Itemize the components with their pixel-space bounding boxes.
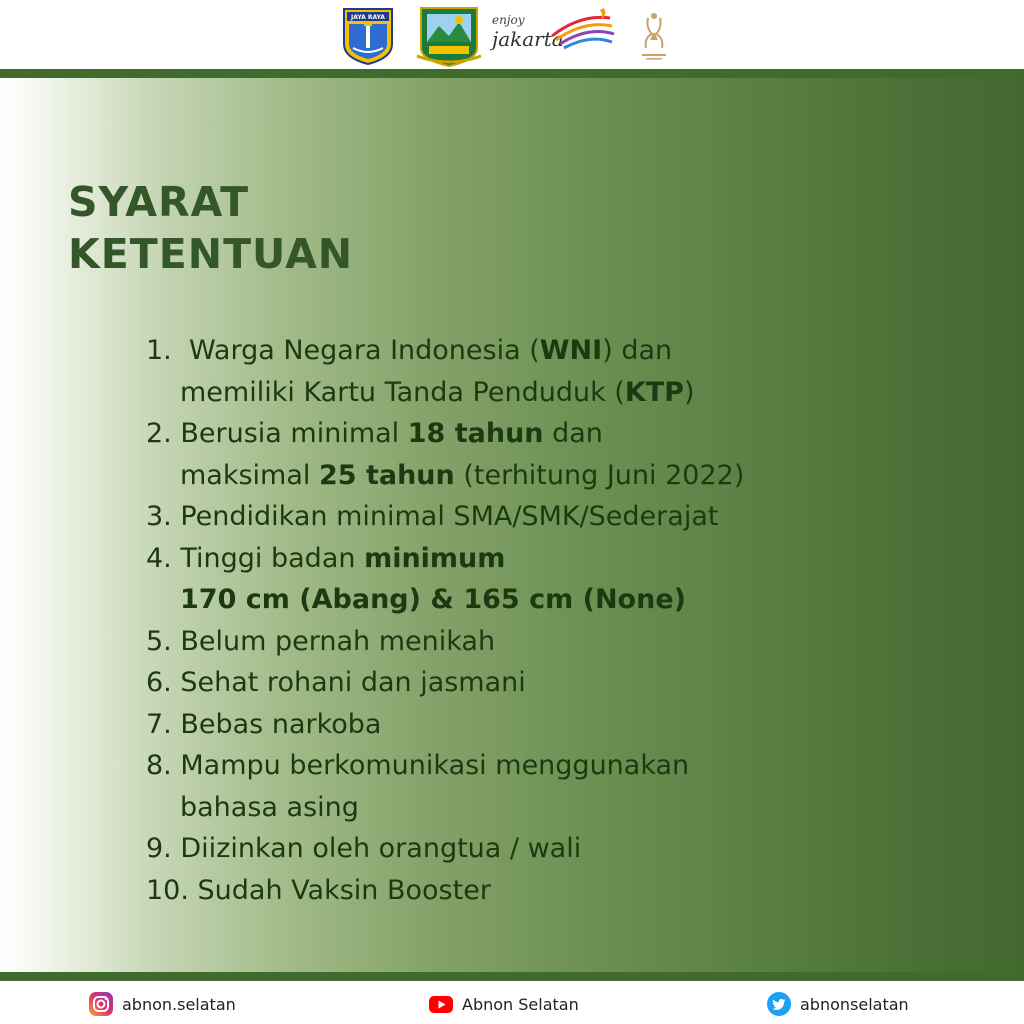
item-number: 4. (146, 542, 172, 574)
bold-text: KTP (624, 376, 684, 408)
page-title (68, 176, 353, 280)
list-item-10: 10. Sudah Vaksin Booster (146, 874, 491, 906)
jaya-raya-crest-icon (341, 6, 395, 66)
jakarta-selatan-crest-icon (415, 6, 483, 68)
list-item-2: 2. Berusia minimal 18 tahun dan maksimal 25 tahun (terhitung Juni 2022) (146, 418, 745, 491)
enjoy-word: enjoy (492, 13, 525, 27)
instagram-handle: abnon.selatan (122, 994, 236, 1014)
bold-text: 170 cm (Abang) & 165 cm (None) (180, 584, 686, 615)
title-line-2: KETENTUAN (68, 230, 354, 278)
list-item-7: 7. Bebas narkoba (146, 708, 382, 740)
twitter-icon (766, 991, 792, 1017)
enjoy-jakarta-logo-icon (490, 6, 620, 56)
crest-text: JAYA RAYA (351, 14, 385, 21)
list-item-1: 1. Warga Negara Indonesia (WNI) dan memiliki Kartu Tanda Penduduk (KTP) (146, 335, 695, 408)
bold-text: minimum (364, 542, 506, 574)
youtube-link[interactable] (428, 990, 579, 1018)
title-line-1: SYARAT (68, 178, 250, 226)
bold-text: 18 tahun (407, 418, 544, 449)
twitter-handle: abnonselatan (800, 994, 909, 1014)
instagram-icon (88, 991, 114, 1017)
requirements-list (146, 330, 906, 911)
instagram-link[interactable] (88, 990, 236, 1018)
bold-text: WNI (539, 335, 603, 366)
item-number: 7. (146, 708, 172, 740)
list-item-3: 3. Pendidikan minimal SMA/SMK/Sederajat (146, 501, 719, 532)
bottom-divider (0, 972, 1024, 981)
item-number: 6. (146, 667, 172, 698)
youtube-icon (428, 991, 454, 1017)
item-number: 9. (146, 833, 172, 864)
item-number: 8. (146, 750, 172, 781)
item-number: 3. (146, 501, 172, 532)
twitter-link[interactable] (766, 990, 909, 1018)
youtube-handle: Abnon Selatan (462, 994, 579, 1014)
item-number: 1. (146, 335, 172, 366)
top-divider (0, 69, 1024, 78)
list-item-8: 8. Mampu berkomunikasi menggunakan bahasa asing (146, 750, 690, 823)
abnon-emblem-icon (634, 10, 674, 62)
list-item-4: 4. Tinggi badan minimum 170 cm (Abang) & 165 cm (None) (146, 538, 906, 621)
list-item-6: 6. Sehat rohani dan jasmani (146, 667, 526, 698)
list-item-9: 9. Diizinkan oleh orangtua / wali (146, 833, 582, 864)
jakarta-word: jakarta (492, 27, 564, 51)
list-item-5: 5. Belum pernah menikah (146, 625, 496, 657)
item-number: 10. (146, 874, 189, 906)
item-number: 5. (146, 625, 172, 657)
item-number: 2. (146, 418, 172, 449)
header-bar (0, 0, 1024, 70)
bold-text: 25 tahun (318, 459, 455, 491)
